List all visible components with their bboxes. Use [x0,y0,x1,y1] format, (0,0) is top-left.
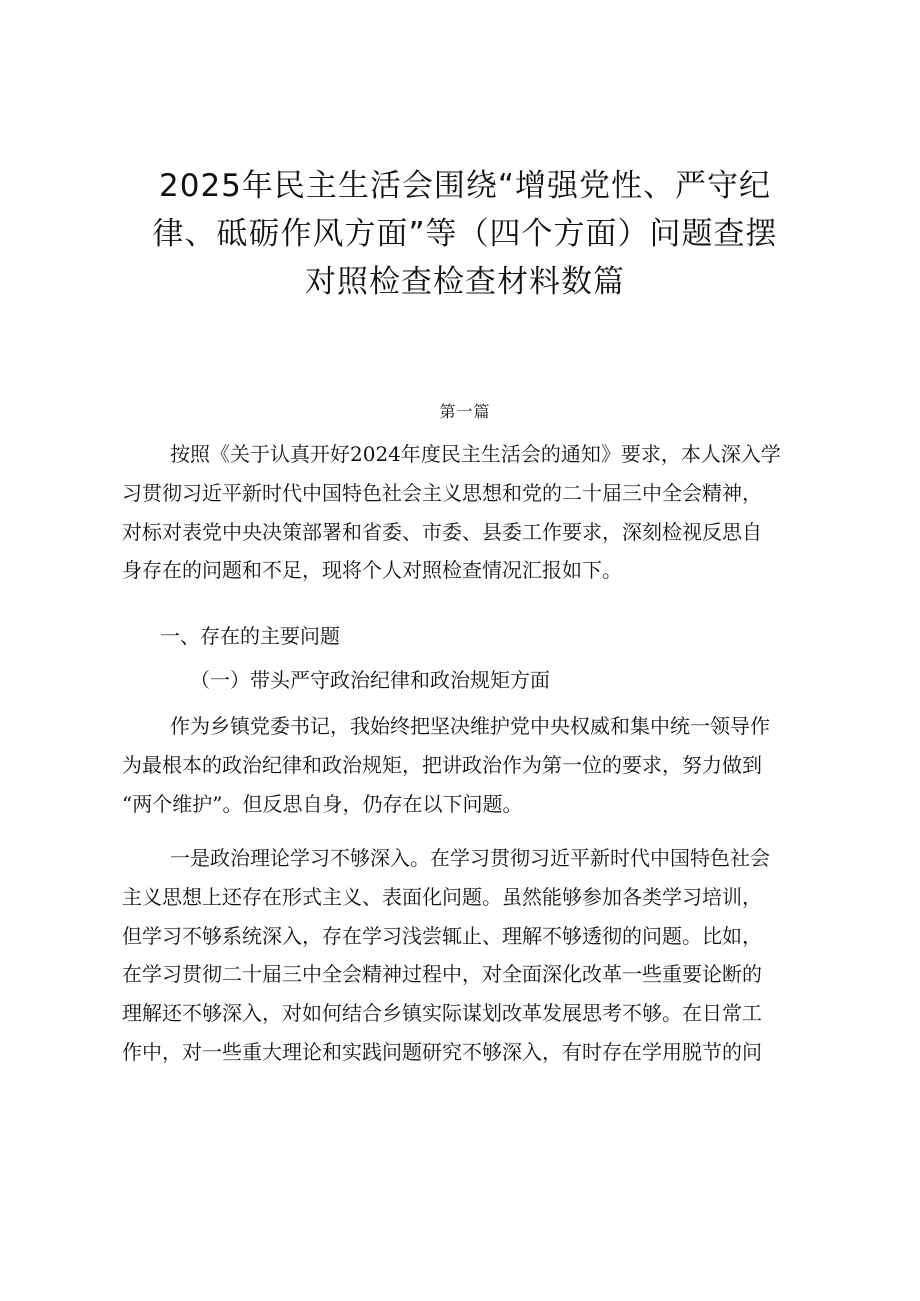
paragraph-theory-study [122,839,818,1072]
title-line-2: 律、砥砺作风方面”等（四个方面）问题查摆 [152,216,778,252]
part-heading: 第一篇 [439,402,491,421]
subsection-heading: （一）带头严守政治纪律和政治规矩方面 [190,668,550,692]
paragraph-line: 作中，对一些重大理论和实践问题研究不够深入，有时存在学用脱节的问 [122,1039,762,1064]
section-heading: 一、存在的主要问题 [160,624,340,648]
paragraph-line: 对标对表党中央决策部署和省委、市委、县委工作要求，深刻检视反思自 [122,519,762,544]
paragraph-line: 按照《关于认真开好2024年度民主生活会的通知》要求，本人深入学 [170,442,781,466]
paragraph-political-discipline [122,707,818,823]
paragraph-line: 习贯彻习近平新时代中国特色社会主义思想和党的二十届三中全会精神， [122,480,762,505]
title-line-1: 2025年民主生活会围绕“增强党性、严守纪 [159,168,771,204]
paragraph-line: 主义思想上还存在形式主义、表面化问题。虽然能够参加各类学习培训， [122,884,762,909]
paragraph-line: 理解还不够深入，对如何结合乡镇实际谋划改革发展思考不够。在日常工 [122,1001,762,1026]
paragraph-line: 身存在的问题和不足，现将个人对照检查情况汇报如下。 [122,558,622,583]
paragraph-line: 为最根本的政治纪律和政治规矩，把讲政治作为第一位的要求，努力做到 [122,752,762,777]
document-title [120,162,810,306]
title-line-3: 对照检查检查材料数篇 [305,264,625,300]
paragraph-line: 但学习不够系统深入，存在学习浅尝辄止、理解不够透彻的问题。比如， [122,923,762,948]
paragraph-line: 在学习贯彻二十届三中全会精神过程中，对全面深化改革一些重要论断的 [122,962,762,987]
paragraph-intro [122,435,818,590]
paragraph-line: 作为乡镇党委书记，我始终把坚决维护党中央权威和集中统一领导作 [170,714,770,738]
paragraph-line: 一是政治理论学习不够深入。在学习贯彻习近平新时代中国特色社会 [170,846,770,870]
paragraph-line: “两个维护”。但反思自身，仍存在以下问题。 [122,791,523,816]
